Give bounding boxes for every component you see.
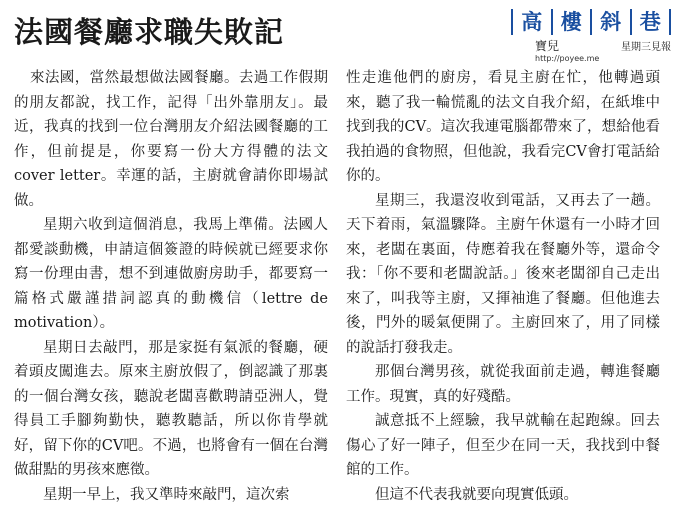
column-name-char: 巷 (640, 9, 661, 35)
body-column-right (346, 66, 660, 507)
body-column-left (14, 66, 328, 507)
column-name-char: 樓 (561, 9, 582, 35)
column-divider-bar (551, 9, 553, 35)
column-divider-bar (511, 9, 513, 35)
column-name-char: 斜 (600, 9, 621, 35)
column-divider-bar (630, 9, 632, 35)
byline (511, 37, 671, 57)
column-header (511, 6, 671, 56)
paragraph: 但這不代表我就要向現實低頭。 (346, 483, 660, 507)
author-name: 寶兒 (535, 37, 559, 54)
publish-day: 星期三見報 (621, 38, 671, 53)
paragraph: 來法國，當然最想做法國餐廳。去過工作假期的朋友都說，找工作，記得「出外靠朋友」。最近，我真的找到一位台灣朋友介紹法國餐廳的工作，但前提是，你要寫一份大方得體的法文 cover letter。幸運的話，主廚就會請你即場試做。 (14, 66, 328, 213)
paragraph: 性走進他們的廚房，看見主廚在忙，他轉過頭來，聽了我一輪慌亂的法文自我介紹，在紙堆中找到我的CV。這次我連電腦都帶來了，想給他看我拍過的食物照，但他說，我看完CV會打電話給你的。 (346, 66, 660, 189)
paragraph: 誠意抵不上經驗，我早就輸在起跑線。回去傷心了好一陣子，但至少在同一天，我找到中餐館的工作。 (346, 409, 660, 483)
paragraph: 星期六收到這個消息，我馬上準備。法國人都愛談動機，申請這個簽證的時候就已經要求你寫一份理由書，想不到連做廚房助手，都要寫一篇格式嚴謹措詞認真的動機信（lettre de motivation）。 (14, 213, 328, 336)
paragraph: 星期三，我還沒收到電話，又再去了一趟。天下着雨，氣溫驟降。主廚午休還有一小時才回來，老闆在裏面，侍應着我在餐廳外等，還命令我：「你不要和老闆說話。」後來老闆卻自己走出來了，叫我等主廚，又揮袖進了餐廳。但他進去後，門外的暖氣便開了。主廚回來了，用了同樣的說話打發我走。 (346, 189, 660, 361)
paragraph: 那個台灣男孩，就從我面前走過，轉進餐廳工作。現實，真的好殘酷。 (346, 360, 660, 409)
paragraph: 星期日去敲門，那是家挺有氣派的餐廳，硬着頭皮闖進去。原來主廚放假了，倒認識了那裏的一個台灣女孩，聽說老闆喜歡聘請亞洲人，覺得員工手腳夠勤快，聽教聽話，所以你肯學就好，留下你的CV吧。不過，也將會有一個在台灣做甜點的男孩來應徵。 (14, 336, 328, 483)
column-name-char: 高 (521, 9, 542, 35)
paragraph: 星期一早上，我又準時來敲門，這次索 (14, 483, 328, 507)
column-divider-bar (669, 9, 671, 35)
column-divider-bar (590, 9, 592, 35)
article-title: 法國餐廳求職失敗記 (14, 10, 284, 54)
column-name (511, 6, 671, 38)
author-website: http://poyee.me (535, 54, 599, 63)
